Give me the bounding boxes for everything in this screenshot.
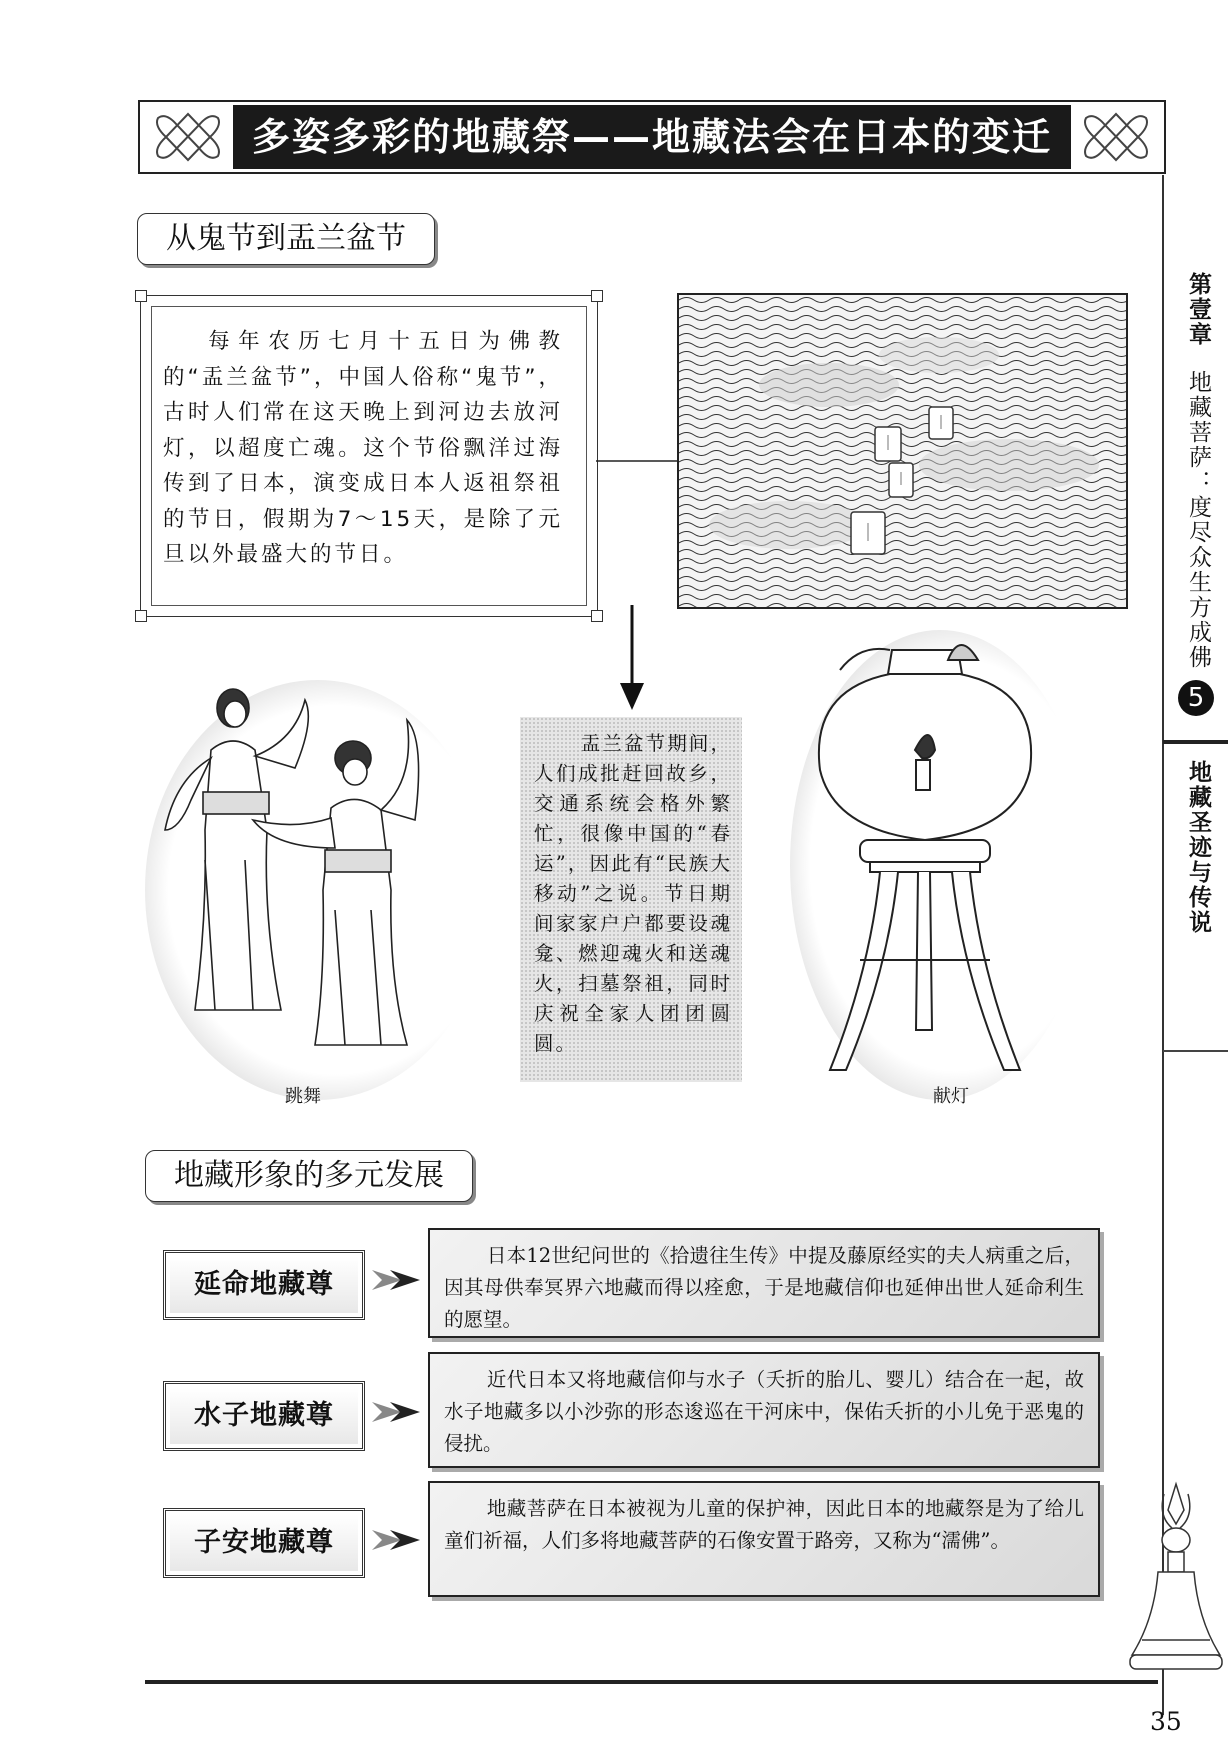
case-label-text: 延命地藏尊 [170, 1257, 358, 1313]
case-label-text: 水子地藏尊 [170, 1388, 358, 1444]
river-lanterns-illustration [677, 293, 1128, 609]
side-bar [1163, 740, 1228, 744]
side-chapter-title: 地藏菩萨：度尽众生方成佛 [1185, 370, 1211, 670]
section-heading-ghost-festival: 从鬼节到盂兰盆节 [137, 213, 435, 265]
arrow-right-icon [372, 1266, 420, 1294]
side-bar [1163, 1050, 1228, 1052]
case-label-koyasu [163, 1508, 365, 1578]
middle-paragraph: 盂兰盆节期间，人们成批赶回故乡，交通系统会格外繁忙，很像中国的“春运”，因此有“民族大移动”之说。节日期间家家户户都要设魂龛、燃迎魂火和送魂火，扫墓祭祖，同时庆祝全家人团团圆圆。 [534, 732, 732, 1055]
page-title: 多姿多彩的地藏祭——地藏法会在日本的变迁 [233, 105, 1071, 169]
case-text-box [428, 1352, 1100, 1468]
case-label-longevity [163, 1250, 365, 1320]
vajra-bell-icon [1128, 1480, 1224, 1680]
box-corner [591, 290, 603, 302]
arrow-right-icon [372, 1526, 420, 1554]
arrow-right-icon [372, 1398, 420, 1426]
side-section-title: 地藏圣迹与传说 [1185, 760, 1212, 935]
case-text-box [428, 1481, 1100, 1597]
chapter-number-badge: 5 [1178, 680, 1214, 716]
case-paragraph: 近代日本又将地藏信仰与水子（夭折的胎儿、婴儿）结合在一起，故水子地藏多以小沙弥的形态逡巡在干河床中，保佑夭折的小儿免于恶鬼的侵扰。 [444, 1368, 1084, 1455]
title-banner [138, 100, 1166, 174]
offering-lantern-illustration [790, 630, 1090, 1100]
intro-text-box [140, 295, 598, 617]
intro-paragraph: 每年农历七月十五日为佛教的“盂兰盆节”，中国人俗称“鬼节”，古时人们常在这天晚上到河边去放河灯，以超度亡魂。这个节俗飘洋过海传到了日本，演变成日本人返祖祭祖的节日，假期为7～15天，是除了元旦以外最盛大的节日。 [163, 329, 563, 567]
case-paragraph: 地藏菩萨在日本被视为儿童的保护神，因此日本的地藏祭是为了给儿童们祈福，人们多将地藏菩萨的石像安置于路旁，又称为“濡佛”。 [444, 1497, 1084, 1552]
case-text-box [428, 1228, 1100, 1338]
caption-lamp-offering: 献灯 [933, 1086, 969, 1107]
endless-knot-icon [1076, 108, 1156, 166]
box-corner [135, 610, 147, 622]
endless-knot-icon [148, 108, 228, 166]
case-label-mizuko [163, 1381, 365, 1451]
box-corner [135, 290, 147, 302]
connector-arrow [590, 455, 690, 715]
dancers-illustration [145, 680, 490, 1100]
footer-rule [145, 1680, 1158, 1684]
caption-dancing: 跳舞 [285, 1086, 321, 1107]
middle-text-box [520, 717, 742, 1082]
side-chapter: 第壹章 [1185, 272, 1212, 347]
case-label-text: 子安地藏尊 [170, 1515, 358, 1571]
case-paragraph: 日本12世纪问世的《拾遗往生传》中提及藤原经实的夫人病重之后，因其母供奉冥界六地藏而得以痊愈，于是地藏信仰也延伸出世人延命利生的愿望。 [444, 1244, 1084, 1331]
section-heading-diverse-images: 地藏形象的多元发展 [145, 1150, 473, 1202]
page-number: 35 [1150, 1707, 1182, 1736]
